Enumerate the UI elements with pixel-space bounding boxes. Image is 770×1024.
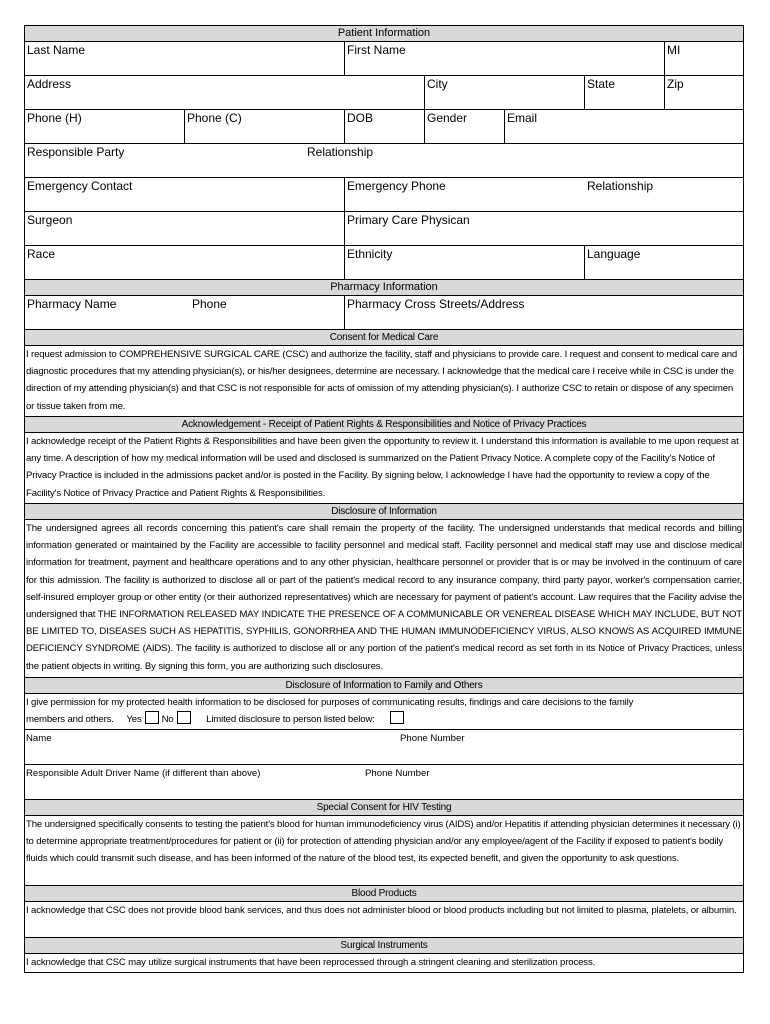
acknowledgement-text xyxy=(25,433,743,504)
family-members-text: members and others. xyxy=(26,714,114,726)
disclosure-header: Disclosure of Information xyxy=(25,504,743,520)
last-name-label: Last Name xyxy=(27,43,86,57)
pharmacy-name-field[interactable] xyxy=(25,296,190,329)
last-name-field[interactable] xyxy=(25,42,345,75)
race-label: Race xyxy=(27,247,56,261)
phone-row xyxy=(25,110,743,144)
relationship-label: Relationship xyxy=(307,145,374,159)
pharmacy-row xyxy=(25,296,743,330)
language-label: Language xyxy=(587,247,641,261)
city-label: City xyxy=(427,77,448,91)
emergency-phone-field[interactable] xyxy=(345,178,585,211)
surgeon-label: Surgeon xyxy=(27,213,73,227)
disclosure-paragraph: The undersigned agrees all records concerning this patient's care shall remain the property of the facility. The undersigned understands that medical records and billing information generated or maintained by the Facility are accessible to facility personnel and medical staff. Facility personnel and medical staff may use and disclose medical information for treatment, payment and healthcare operations and to any other physician, healthcare personnel or provider that is or may be involved in the continuum of care for this admission. The facility is authorized to disclose all or part of the patient's medical record to any insurance company, third party payor, worker's compensation carrier, self-insured employer group or other entity (or their authorized representatives) which are necessary for payment of patient's account. Law requires that the Facility advise the undersigned that THE INFORMATION RELEASED MAY INDICATE THE PRESENCE OF A COMMUNICABLE OR VENEREAL DISEASE WHICH MAY INCLUDE, BUT NOT BE LIMITED TO, DISEASES SUCH AS HEPATITIS, SYPHILIS, GONORRHEA AND THE HUMAN IMMUNODEFICIENCY VIRUS, ALSO KNOWS AS ACQUIRED IMMUNE DEFICIENCY SYNDROME (AIDS). The facility is authorized to disclose all or any portion of the patient's medical record as set forth in its Notice of Privacy Practices, unless the patient objects in writing. By signing this form, you are authorizing such disclosures. xyxy=(26,523,742,672)
emergency-relationship-field[interactable] xyxy=(585,178,743,211)
family-name-label: Name xyxy=(26,733,52,744)
hiv-consent-text xyxy=(25,816,743,886)
mi-field[interactable] xyxy=(665,42,743,75)
blood-products-paragraph: I acknowledge that CSC does not provide blood bank services, and thus does not administer blood or blood products including but not limited to plasma, platelets, or albumin. xyxy=(26,905,737,916)
acknowledgement-paragraph: I acknowledge receipt of the Patient Rights & Responsibilities and have been given the opportunity to review it. I understand this information is available to me upon request at any time. A description of how my medical information will be used and disclosed is summarized on the Patient Privacy Notice. A complete copy of the Facility's Notice of Privacy Practice is included in the admissions packet and/or is posted in the Facility. By signing below, I acknowledge I have had the opportunity to review a copy of the Facility's Notice of Privacy Practice and Patient Rights & Responsibilities. xyxy=(26,436,739,499)
disclosure-text xyxy=(25,520,743,678)
consent-paragraph: I request admission to COMPREHENSIVE SURGICAL CARE (CSC) and authorize the facility, staff and physicians to provide care. I request and consent to medical care and diagnostic procedures that my attending physician(s), or his/her designees, determine are necessary. I acknowledge that the medical care I receive while in CSC is under the direction of my attending physician(s) and that CSC is not responsible for acts of omission of my attending physician(s). I authorize CSC to retain or dispose of any specimen or tissue taken from me. xyxy=(26,349,738,412)
primary-care-label: Primary Care Physican xyxy=(347,213,470,227)
pharmacy-phone-field[interactable] xyxy=(190,296,345,329)
relationship-field[interactable] xyxy=(305,144,743,177)
state-field[interactable] xyxy=(585,76,665,109)
name-row xyxy=(25,42,743,76)
ethnicity-field[interactable] xyxy=(345,246,585,279)
acknowledgement-header: Acknowledgement - Receipt of Patient Rights & Responsibilities and Notice of Privacy Practices xyxy=(25,417,743,433)
phone-home-label: Phone (H) xyxy=(27,111,82,125)
hiv-consent-header: Special Consent for HIV Testing xyxy=(25,800,743,816)
driver-row[interactable] xyxy=(25,765,743,800)
email-field[interactable] xyxy=(505,110,743,143)
patient-intake-form xyxy=(24,25,744,973)
state-label: State xyxy=(587,77,616,91)
address-label: Address xyxy=(27,77,72,91)
dob-label: DOB xyxy=(347,111,374,125)
hiv-consent-paragraph: The undersigned specifically consents to testing the patient's blood for human immunodeficiency virus (AIDS) and/or Hepatitis if attending physician determines it necessary (i) to determine appropriate treatment/procedures for patient or (ii) for protection of attending physician and/or any employee/agent of the Facility if exposed to patient's bodily fluids which could transmit such disease, and has been informed of the nature of the blood test, its expected benefit, and given the opportunity to ask questions. xyxy=(26,819,741,865)
dob-field[interactable] xyxy=(345,110,425,143)
limited-disclosure-label: Limited disclosure to person listed below: xyxy=(206,714,375,726)
consent-header: Consent for Medical Care xyxy=(25,330,743,346)
family-options-line xyxy=(26,711,742,728)
first-name-label: First Name xyxy=(347,43,406,57)
first-name-field[interactable] xyxy=(345,42,665,75)
address-row xyxy=(25,76,743,110)
blood-products-header: Blood Products xyxy=(25,886,743,902)
driver-name-label: Responsible Adult Driver Name (if different than above) xyxy=(26,768,261,779)
pharmacy-phone-label: Phone xyxy=(192,297,227,311)
ethnicity-label: Ethnicity xyxy=(347,247,393,261)
family-disclosure-header: Disclosure of Information to Family and Others xyxy=(25,678,743,694)
no-label: No xyxy=(161,714,174,726)
phone-home-field[interactable] xyxy=(25,110,185,143)
blood-products-text xyxy=(25,902,743,938)
surgical-instruments-text xyxy=(25,954,743,972)
patient-information-header: Patient Information xyxy=(25,26,743,42)
limited-disclosure-checkbox[interactable] xyxy=(390,711,404,724)
pharmacy-cross-streets-field[interactable] xyxy=(345,296,743,329)
responsible-party-field[interactable] xyxy=(25,144,305,177)
family-permission-line: I give permission for my protected health information to be disclosed for purposes of communicating results, findings and care decisions to the family xyxy=(26,697,634,708)
consent-text xyxy=(25,346,743,417)
emergency-phone-label: Emergency Phone xyxy=(347,179,446,193)
zip-field[interactable] xyxy=(665,76,743,109)
emergency-contact-field[interactable] xyxy=(25,178,345,211)
pharmacy-information-header: Pharmacy Information xyxy=(25,280,743,296)
address-field[interactable] xyxy=(25,76,425,109)
yes-label: Yes xyxy=(126,714,142,726)
email-label: Email xyxy=(507,111,538,125)
surgical-instruments-paragraph: I acknowledge that CSC may utilize surgical instruments that have been reprocessed through a stringent cleaning and sterilization process. xyxy=(26,957,596,968)
mi-label: MI xyxy=(667,43,681,57)
driver-phone-label: Phone Number xyxy=(365,768,430,779)
race-field[interactable] xyxy=(25,246,345,279)
pharmacy-name-label: Pharmacy Name xyxy=(27,297,117,311)
responsible-party-label: Responsible Party xyxy=(27,145,125,159)
family-disclosure-text xyxy=(25,694,743,730)
emergency-relationship-label: Relationship xyxy=(587,179,654,193)
zip-label: Zip xyxy=(667,77,684,91)
emergency-contact-label: Emergency Contact xyxy=(27,179,133,193)
primary-care-field[interactable] xyxy=(345,212,743,245)
city-field[interactable] xyxy=(425,76,585,109)
demographics-row xyxy=(25,246,743,280)
emergency-row xyxy=(25,178,743,212)
gender-label: Gender xyxy=(427,111,468,125)
physician-row xyxy=(25,212,743,246)
pharmacy-cross-streets-label: Pharmacy Cross Streets/Address xyxy=(347,297,525,311)
family-contact-row[interactable] xyxy=(25,730,743,765)
phone-cell-field[interactable] xyxy=(185,110,345,143)
yes-checkbox[interactable] xyxy=(145,711,159,724)
responsible-party-row xyxy=(25,144,743,178)
language-field[interactable] xyxy=(585,246,743,279)
surgeon-field[interactable] xyxy=(25,212,345,245)
surgical-instruments-header: Surgical Instruments xyxy=(25,938,743,954)
gender-field[interactable] xyxy=(425,110,505,143)
no-checkbox[interactable] xyxy=(177,711,191,724)
family-phone-label: Phone Number xyxy=(400,733,465,744)
phone-cell-label: Phone (C) xyxy=(187,111,242,125)
